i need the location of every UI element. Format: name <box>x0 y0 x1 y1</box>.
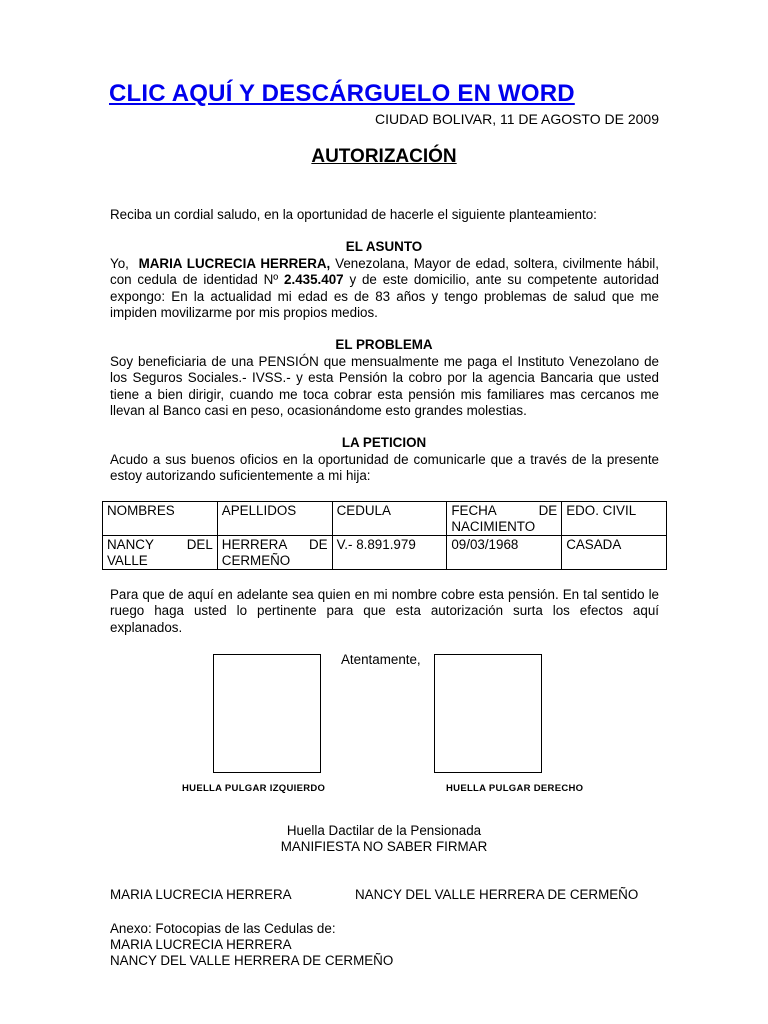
left-thumb-label: HUELLA PULGAR IZQUIERDO <box>182 783 326 794</box>
left-thumbprint-box <box>213 654 321 773</box>
applicant-id-number: 2.435.407 <box>284 272 344 288</box>
download-word-link[interactable]: CLIC AQUÍ Y DESCÁRGUELO EN WORD <box>109 80 575 107</box>
signer-name-right: NANCY DEL VALLE HERRERA DE CERMEÑO <box>355 887 639 902</box>
asunto-middle: Venezolana, Mayor de edad, soltera, civilmente hábil, con cedula de identidad Nº <box>110 256 659 288</box>
annex-item: NANCY DEL VALLE HERRERA DE CERMEÑO <box>110 953 394 968</box>
document-title <box>0 146 768 168</box>
annex-item: MARIA LUCRECIA HERRERA <box>110 937 292 952</box>
table-cell: 09/03/1968 <box>447 536 562 570</box>
applicant-name: MARIA LUCRECIA HERRERA, <box>138 256 331 271</box>
signer-name-left: MARIA LUCRECIA HERRERA <box>110 887 292 902</box>
asunto-heading: EL ASUNTO <box>345 239 423 254</box>
table-cell: V.- 8.891.979 <box>332 536 447 570</box>
closing-paragraph: Para que de aquí en adelante sea quien en mi nombre cobre esta pensión. En tal sentido le ruego haga usted lo pertinente para que esta autorización surta los efectos aquí explanados. <box>110 587 659 635</box>
document-title-text: AUTORIZACIÓN <box>311 146 457 167</box>
cannot-sign-note: MANIFIESTA NO SABER FIRMAR <box>280 839 488 854</box>
table-header-cell: APELLIDOS <box>217 502 332 536</box>
table-header-cell: EDO. CIVIL <box>562 502 667 536</box>
problema-heading: EL PROBLEMA <box>335 337 433 352</box>
asunto-yo: Yo, <box>110 256 129 271</box>
authorized-person-table <box>102 501 667 570</box>
peticion-heading: LA PETICION <box>341 435 427 450</box>
asunto-end: y de este domicilio, ante su competente autoridad expongo: En la actualidad mi edad es de 83 años y tengo problemas de salud que me impiden movilizarme por mis propios medios. <box>110 272 659 320</box>
table-row <box>103 536 667 570</box>
intro-paragraph: Reciba un cordial saludo, en la oportunidad de hacerle el siguiente planteamiento: <box>110 207 597 222</box>
table-cell: NANCY DEL VALLE <box>103 536 218 570</box>
table-header-row <box>103 502 667 536</box>
fingerprint-note: Huella Dactilar de la Pensionada <box>286 823 482 838</box>
right-thumb-label: HUELLA PULGAR DERECHO <box>446 783 584 794</box>
problema-paragraph: Soy beneficiaria de una PENSIÓN que mensualmente me paga el Instituto Venezolano de los Seguros Sociales.- IVSS.- y esta Pensión la cobro por la agencia Bancaria que usted tiene a bien dirigir, cuando me toca cobrar esta pensión mis familiares mas cercanos me llevan al Banco casi en peso, ocasionándome esto grandes molestias. <box>110 354 659 418</box>
table-header-cell: FECHA DE NACIMIENTO <box>447 502 562 536</box>
peticion-paragraph: Acudo a sus buenos oficios en la oportunidad de comunicarle que a través de la presente estoy autorizando suficientemente a mi hija: <box>110 452 659 484</box>
table-cell: CASADA <box>562 536 667 570</box>
asunto-paragraph <box>110 256 659 321</box>
right-thumbprint-box <box>434 654 542 773</box>
date-line: CIUDAD BOLIVAR, 11 DE AGOSTO DE 2009 <box>375 111 659 127</box>
table-header-cell: CEDULA <box>332 502 447 536</box>
atentamente-text: Atentamente, <box>341 652 421 667</box>
table-cell: HERRERA DE CERMEÑO <box>217 536 332 570</box>
table-header-cell: NOMBRES <box>103 502 218 536</box>
annex-title: Anexo: Fotocopias de las Cedulas de: <box>110 921 336 936</box>
